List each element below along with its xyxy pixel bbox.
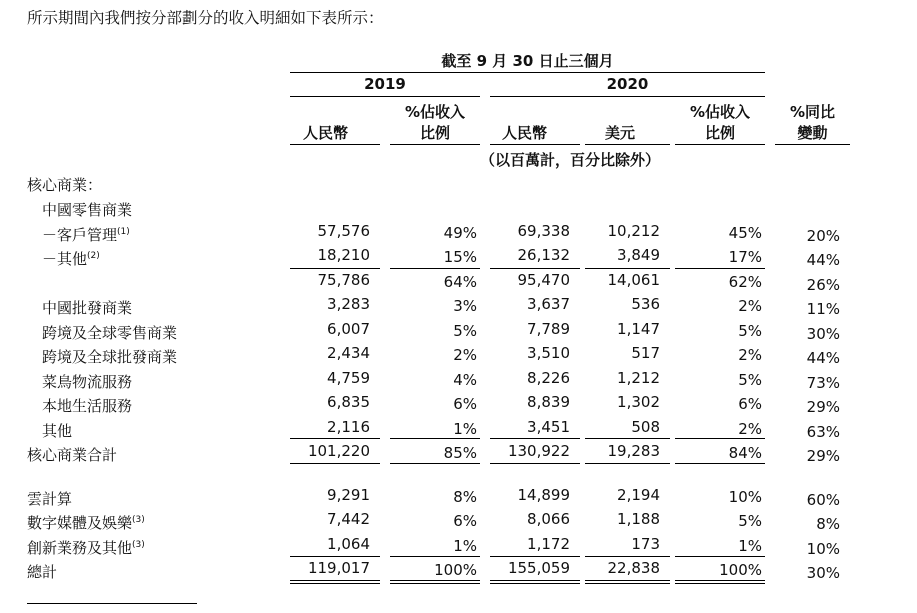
table-cell: 6%	[453, 512, 477, 530]
subtotal-rule	[490, 463, 580, 464]
row-label-text: 中國零售商業	[42, 201, 133, 219]
table-cell: 5%	[738, 322, 762, 340]
row-label	[42, 248, 100, 269]
footnote-marker: (3)	[132, 540, 145, 550]
year-2019-header: 2019	[364, 75, 406, 93]
table-cell: 1,172	[527, 535, 570, 553]
table-cell: 64%	[443, 273, 477, 291]
subtotal-rule	[585, 268, 670, 269]
total-double-rule	[390, 580, 480, 584]
table-cell: 1%	[453, 537, 477, 555]
table-cell: 536	[631, 295, 660, 313]
col-pct-2020-line2: 比例	[704, 124, 735, 142]
table-cell: 49%	[443, 224, 477, 242]
table-cell: 7,442	[327, 510, 370, 528]
row-label	[27, 561, 57, 582]
col-pct-2019-line1: %佔收入	[404, 103, 466, 121]
table-cell: 130,922	[507, 442, 570, 460]
row-label	[42, 371, 132, 392]
subtotal-rule	[390, 556, 480, 557]
table-cell: 101,220	[307, 442, 370, 460]
table-cell: 17%	[728, 248, 762, 266]
table-cell: 1,302	[617, 393, 660, 411]
table-cell: 45%	[728, 224, 762, 242]
table-cell: 26%	[806, 276, 840, 294]
table-cell: 517	[631, 344, 660, 362]
table-cell: 2%	[738, 346, 762, 364]
table-cell: 4,759	[327, 369, 370, 387]
table-cell: 2,434	[327, 344, 370, 362]
subtotal-rule	[390, 463, 480, 464]
subtotal-rule	[290, 556, 380, 557]
table-cell: 20%	[806, 227, 840, 245]
row-label-text: －其他	[42, 250, 88, 268]
row-label	[42, 420, 72, 441]
table-cell: 8%	[816, 515, 840, 533]
row-label	[42, 297, 132, 318]
row-label	[42, 224, 130, 245]
total-double-rule	[490, 580, 580, 584]
table-cell: 6,835	[327, 393, 370, 411]
table-cell: 10,212	[607, 222, 660, 240]
row-label-text: 跨境及全球批發商業	[42, 348, 178, 366]
table-cell: 14,899	[517, 486, 570, 504]
table-cell: 155,059	[507, 559, 570, 577]
subtotal-rule	[490, 556, 580, 557]
subtotal-rule	[290, 463, 380, 464]
row-label-text: 創新業務及其他	[27, 539, 133, 557]
table-cell: 15%	[443, 248, 477, 266]
table-cell: 173	[631, 535, 660, 553]
table-cell: 2,116	[327, 418, 370, 436]
year-2019-rule	[290, 96, 480, 97]
table-cell: 4%	[453, 371, 477, 389]
subtotal-rule	[290, 438, 380, 439]
footnote-marker: (1)	[117, 227, 130, 237]
row-label-text: －客戶管理	[42, 226, 118, 244]
footnote-marker: (2)	[87, 251, 100, 261]
table-cell: 14,061	[607, 271, 660, 289]
subtotal-rule	[675, 438, 765, 439]
table-cell: 2%	[738, 297, 762, 315]
col-yoy-line2: 變動	[797, 124, 828, 142]
col-rule	[775, 144, 850, 145]
row-label	[27, 488, 72, 509]
table-cell: 7,789	[527, 320, 570, 338]
subtotal-rule	[675, 556, 765, 557]
table-cell: 44%	[806, 251, 840, 269]
row-label	[27, 537, 145, 558]
table-cell: 2%	[738, 420, 762, 438]
footnote-rule	[27, 603, 197, 604]
subtotal-rule	[290, 268, 380, 269]
table-cell: 5%	[738, 512, 762, 530]
table-cell: 3,510	[527, 344, 570, 362]
row-label-text: 其他	[42, 422, 73, 440]
intro-text: 所示期間內我們按分部劃分的收入明細如下表所示：	[27, 9, 384, 27]
table-cell: 44%	[806, 349, 840, 367]
row-label-text: 菜鳥物流服務	[42, 373, 133, 391]
table-cell: 100%	[434, 561, 477, 579]
col-rule	[290, 144, 380, 145]
table-cell: 57,576	[317, 222, 370, 240]
subtotal-rule	[585, 438, 670, 439]
table-cell: 22,838	[607, 559, 660, 577]
table-cell: 100%	[719, 561, 762, 579]
col-usd-2020: 美元	[605, 124, 636, 142]
row-label-text: 雲計算	[27, 490, 73, 508]
total-double-rule	[675, 580, 765, 584]
row-label-text: 數字媒體及娛樂	[27, 514, 133, 532]
row-label	[27, 174, 102, 195]
row-label-text: 核心商業合計	[27, 446, 118, 464]
year-2020-rule	[490, 96, 765, 97]
col-yoy-line1: %同比	[789, 103, 836, 121]
col-rule	[490, 144, 580, 145]
table-cell: 10%	[728, 488, 762, 506]
subtotal-rule	[585, 556, 670, 557]
table-cell: 11%	[806, 300, 840, 318]
table-cell: 73%	[806, 374, 840, 392]
col-rmb-2020: 人民幣	[502, 124, 548, 142]
table-cell: 2%	[453, 346, 477, 364]
table-cell: 6,007	[327, 320, 370, 338]
table-cell: 63%	[806, 423, 840, 441]
table-cell: 9,291	[327, 486, 370, 504]
unit-note: （以百萬計，百分比除外）	[479, 151, 660, 169]
table-cell: 5%	[738, 371, 762, 389]
table-cell: 119,017	[307, 559, 370, 577]
col-rmb-2019: 人民幣	[303, 124, 349, 142]
col-rule	[675, 144, 765, 145]
subtotal-rule	[390, 268, 480, 269]
table-cell: 84%	[728, 444, 762, 462]
subtotal-rule	[675, 463, 765, 464]
row-label-text: 中國批發商業	[42, 299, 133, 317]
table-cell: 3,283	[327, 295, 370, 313]
total-double-rule	[290, 580, 380, 584]
row-label-text: 總計	[27, 563, 58, 581]
footnote-marker: (3)	[132, 515, 145, 525]
table-cell: 1,147	[617, 320, 660, 338]
table-cell: 3,637	[527, 295, 570, 313]
table-cell: 62%	[728, 273, 762, 291]
row-label	[42, 346, 177, 367]
table-cell: 5%	[453, 322, 477, 340]
table-cell: 10%	[806, 540, 840, 558]
row-label-text: 本地生活服務	[42, 397, 133, 415]
col-rule	[390, 144, 480, 145]
table-cell: 30%	[806, 564, 840, 582]
row-label	[42, 199, 132, 220]
table-cell: 19,283	[607, 442, 660, 460]
table-cell: 8%	[453, 488, 477, 506]
table-cell: 3,849	[617, 246, 660, 264]
table-cell: 1,188	[617, 510, 660, 528]
year-2020-header: 2020	[606, 75, 649, 93]
table-cell: 30%	[806, 325, 840, 343]
table-cell: 3,451	[527, 418, 570, 436]
table-cell: 75,786	[317, 271, 370, 289]
period-rule	[290, 72, 765, 73]
row-label-text: 核心商業：	[27, 176, 103, 194]
row-label-text: 跨境及全球零售商業	[42, 324, 178, 342]
table-cell: 508	[631, 418, 660, 436]
table-cell: 1%	[738, 537, 762, 555]
table-cell: 3%	[453, 297, 477, 315]
table-cell: 60%	[806, 491, 840, 509]
table-cell: 1,064	[327, 535, 370, 553]
table-cell: 69,338	[517, 222, 570, 240]
table-cell: 1,212	[617, 369, 660, 387]
col-pct-2020-line1: %佔收入	[689, 103, 751, 121]
table-cell: 1%	[453, 420, 477, 438]
subtotal-rule	[675, 268, 765, 269]
row-label	[42, 322, 177, 343]
table-cell: 95,470	[517, 271, 570, 289]
col-rule	[585, 144, 670, 145]
table-cell: 29%	[806, 447, 840, 465]
table-cell: 85%	[443, 444, 477, 462]
table-cell: 18,210	[317, 246, 370, 264]
subtotal-rule	[490, 438, 580, 439]
table-cell: 8,226	[527, 369, 570, 387]
period-header: 截至 9 月 30 日止三個月	[441, 52, 614, 70]
table-cell: 8,066	[527, 510, 570, 528]
subtotal-rule	[585, 463, 670, 464]
subtotal-rule	[390, 438, 480, 439]
table-cell: 29%	[806, 398, 840, 416]
row-label	[27, 512, 145, 533]
col-pct-2019-line2: 比例	[419, 124, 450, 142]
table-cell: 26,132	[517, 246, 570, 264]
table-cell: 2,194	[617, 486, 660, 504]
table-cell: 6%	[738, 395, 762, 413]
total-double-rule	[585, 580, 670, 584]
row-label	[42, 395, 132, 416]
subtotal-rule	[490, 268, 580, 269]
table-cell: 8,839	[527, 393, 570, 411]
row-label	[27, 444, 117, 465]
table-cell: 6%	[453, 395, 477, 413]
